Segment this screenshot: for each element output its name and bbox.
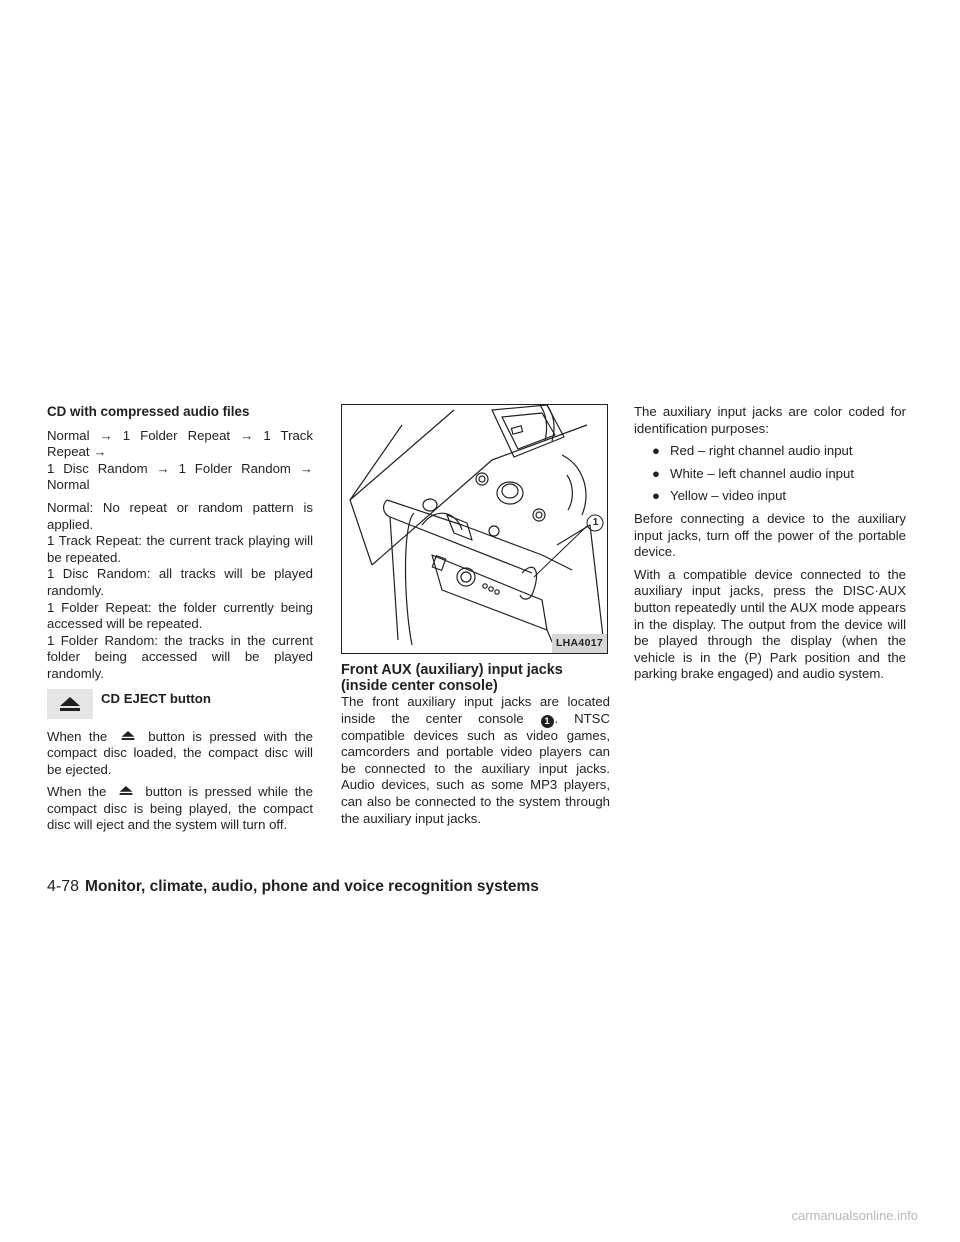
jack-color-list — [634, 443, 906, 505]
bullet-icon: ● — [652, 465, 660, 481]
figure-id: LHA4017 — [552, 634, 607, 653]
mode-sequence — [47, 428, 313, 494]
front-aux-paragraph: The front auxiliary input jacks are located inside the center console 1 . NTSC compatible devices such as video games, camcorders and portable video players can be connected to the auxiliary input jacks. Audio devices, such as some MP3 players, can also be connected to the system through the auxiliary input jacks. — [341, 694, 610, 826]
eject-button-heading — [47, 689, 313, 719]
page-footer — [47, 878, 539, 896]
mode-descriptions — [47, 500, 313, 683]
connect-instructions: Before connecting a device to the auxiliary input jacks, turn off the power of the portable device. — [634, 510, 906, 560]
mode-disc-random: 1 Disc Random: all tracks will be played randomly. — [47, 566, 313, 598]
bullet-icon: ● — [652, 488, 660, 504]
mode-folder-repeat: 1 Folder Repeat: the folder currently being accessed will be repeated. — [47, 599, 313, 632]
figure-callout-number: 1 — [592, 517, 599, 528]
eject-icon — [47, 689, 93, 719]
sequence-line: Normal → 1 Folder Repeat → 1 Track Repeat → — [47, 427, 313, 460]
list-item: ● Yellow – video input — [634, 488, 906, 505]
list-item: ● Red – right channel audio input — [634, 443, 906, 460]
sequence-line: 1 Disc Random → 1 Folder Random → Normal — [47, 460, 313, 493]
column-middle — [341, 404, 610, 833]
column-right — [634, 404, 906, 689]
center-console-drawing — [342, 405, 607, 653]
color-code-intro: The auxiliary input jacks are color coded for identification purposes: — [634, 404, 906, 436]
eject-paragraph-loaded: When the button is pressed with the compact disc loaded, the compact disc will be ejected. — [47, 728, 314, 777]
mode-folder-random: 1 Folder Random: the tracks in the current folder being accessed will be played randomly. — [47, 632, 313, 681]
console-illustration — [341, 404, 608, 654]
eject-icon — [113, 784, 139, 801]
eject-button-label: CD EJECT button — [101, 690, 211, 706]
eject-icon — [115, 729, 141, 746]
list-item: ● White – left channel audio input — [634, 466, 906, 483]
watermark-link[interactable]: carmanualsonline.info — [791, 1208, 918, 1223]
eject-paragraph-playing: When the button is pressed while the compact disc is being played, the compact disc will eject and the system will turn off. — [47, 784, 313, 833]
mode-track-repeat: 1 Track Repeat: the current track playing will be repeated. — [47, 533, 313, 565]
column-left — [47, 404, 313, 840]
aux-mode-instructions: With a compatible device connected to the auxiliary input jacks, press the DISC·AUX button repeatedly until the AUX mode appears in the display. The output from the device will be played through the display (when the vehicle is in the (P) Park position and the parking brake engaged) and audio system. — [634, 566, 906, 682]
section-heading-compressed-audio: CD with compressed audio files — [47, 404, 250, 419]
section-heading-front-aux: Front AUX (auxiliary) input jacks (inside center console) — [341, 662, 563, 694]
page-number: 4-78 — [47, 878, 80, 895]
callout-1-icon: 1 — [541, 715, 554, 728]
section-title: Monitor, climate, audio, phone and voice recognition systems — [85, 878, 539, 895]
mode-normal: Normal: No repeat or random pattern is applied. — [47, 499, 313, 532]
bullet-icon: ● — [652, 443, 660, 459]
